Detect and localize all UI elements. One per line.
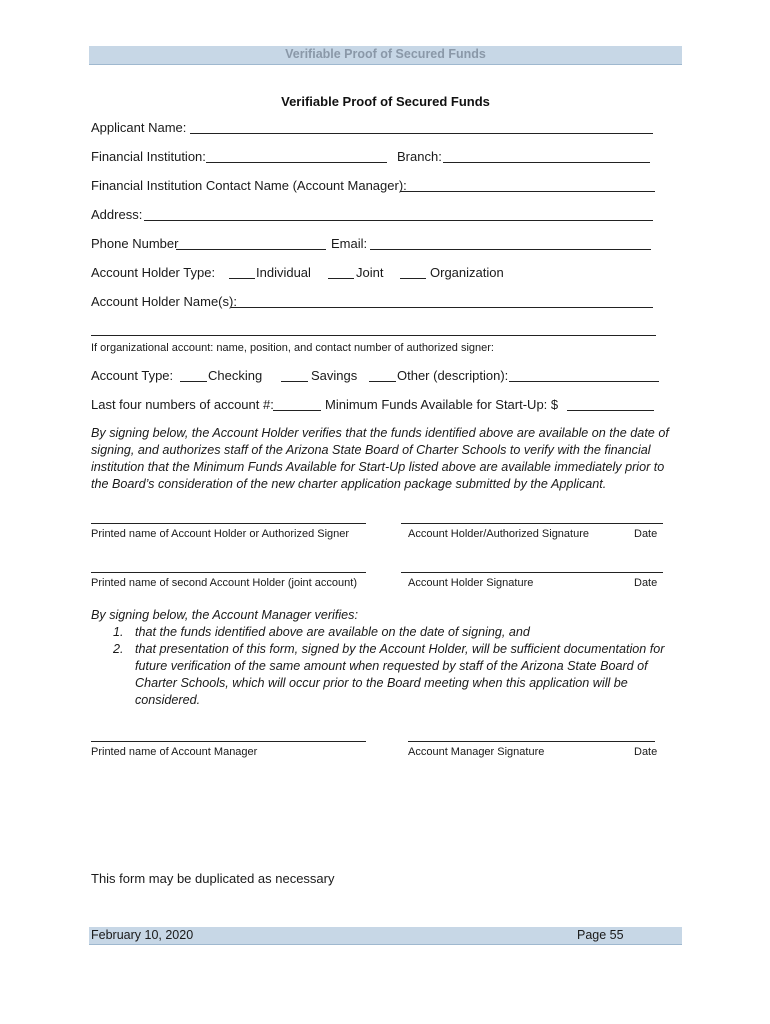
email-label: Email:	[331, 236, 368, 251]
printed-name-holder-line[interactable]	[91, 523, 366, 524]
individual-checkbox-line[interactable]	[229, 278, 255, 279]
document-title: Verifiable Proof of Secured Funds	[281, 94, 490, 109]
email-field[interactable]	[370, 249, 651, 250]
account-holder-type-label: Account Holder Type:	[91, 265, 216, 280]
printed-name-manager-label: Printed name of Account Manager	[91, 746, 258, 758]
other-description-field[interactable]	[509, 381, 659, 382]
branch-field[interactable]	[443, 162, 650, 163]
last-four-field[interactable]	[273, 410, 321, 411]
second-holder-date-label: Date	[634, 577, 658, 589]
manager-date-label: Date	[634, 746, 658, 758]
second-holder-signature-line[interactable]	[401, 572, 663, 573]
list-item	[113, 641, 682, 709]
branch-label: Branch:	[397, 149, 442, 164]
min-funds-label: Minimum Funds Available for Start-Up: $	[325, 397, 559, 412]
printed-name-second-holder-line[interactable]	[91, 572, 366, 573]
printed-name-second-holder-label: Printed name of second Account Holder (joint account)	[91, 577, 357, 589]
account-holder-names-field[interactable]	[231, 307, 653, 308]
manager-verification-list	[113, 624, 682, 709]
joint-option: Joint	[356, 265, 384, 280]
manager-signature-line[interactable]	[408, 741, 655, 742]
financial-institution-field[interactable]	[206, 162, 387, 163]
checking-checkbox-line[interactable]	[180, 381, 207, 382]
list-item-number: 1.	[113, 625, 124, 639]
list-item-number: 2.	[113, 642, 124, 656]
list-item-text: that the funds identified above are available on the date of signing, and	[135, 625, 530, 639]
holder-date-label: Date	[634, 528, 658, 540]
organization-note: If organizational account: name, position, and contact number of authorized signer:	[91, 342, 494, 354]
address-label: Address:	[91, 207, 143, 222]
list-item-text: that presentation of this form, signed by the Account Holder, will be sufficient documentation for future verification of the same amount when requested by staff of the Arizona State Board of Charter Schools, which will occur prior to the Board meeting when this application will be considered.	[135, 642, 665, 707]
last-four-label: Last four numbers of account #:	[91, 397, 274, 412]
footer-page-number: Page 55	[577, 928, 624, 942]
account-holder-statement: By signing below, the Account Holder verifies that the funds identified above are available on the date of signing, and authorizes staff of the Arizona State Board of Charter Schools to verify with the financial institution that the Minimum Funds Available for Start-Up listed above are available immediately prior to the Board’s consideration of the new charter application package submitted by the Applicant.	[91, 426, 669, 491]
manager-statement-intro: By signing below, the Account Manager verifies:	[91, 608, 358, 622]
phone-field[interactable]	[176, 249, 326, 250]
organization-option: Organization	[430, 265, 504, 280]
printed-name-manager-line[interactable]	[91, 741, 366, 742]
holder-signature-line[interactable]	[401, 523, 663, 524]
min-funds-field[interactable]	[567, 410, 654, 411]
organization-checkbox-line[interactable]	[400, 278, 426, 279]
account-manager-statement	[91, 607, 682, 709]
holder-signature-label: Account Holder/Authorized Signature	[408, 528, 589, 540]
financial-institution-label: Financial Institution:	[91, 149, 206, 164]
phone-label: Phone Number	[91, 236, 179, 251]
other-option: Other (description):	[397, 368, 509, 383]
checking-option: Checking	[208, 368, 263, 383]
list-item	[113, 624, 682, 641]
account-type-label: Account Type:	[91, 368, 174, 383]
account-holder-names-label: Account Holder Name(s):	[91, 294, 237, 309]
applicant-name-label: Applicant Name:	[91, 120, 187, 135]
joint-checkbox-line[interactable]	[328, 278, 354, 279]
running-header-title: Verifiable Proof of Secured Funds	[285, 47, 486, 61]
individual-option: Individual	[256, 265, 311, 280]
contact-name-field[interactable]	[400, 191, 655, 192]
printed-name-holder-label: Printed name of Account Holder or Authorized Signer	[91, 528, 350, 540]
contact-name-label: Financial Institution Contact Name (Account Manager):	[91, 178, 407, 193]
second-holder-signature-label: Account Holder Signature	[408, 577, 534, 589]
manager-signature-label: Account Manager Signature	[408, 746, 545, 758]
address-field[interactable]	[144, 220, 653, 221]
duplicate-note: This form may be duplicated as necessary	[91, 871, 335, 886]
other-checkbox-line[interactable]	[369, 381, 396, 382]
applicant-name-field[interactable]	[190, 133, 653, 134]
savings-option: Savings	[311, 368, 358, 383]
footer-date: February 10, 2020	[91, 928, 194, 942]
savings-checkbox-line[interactable]	[281, 381, 308, 382]
account-holder-names-field-2[interactable]	[91, 335, 656, 336]
